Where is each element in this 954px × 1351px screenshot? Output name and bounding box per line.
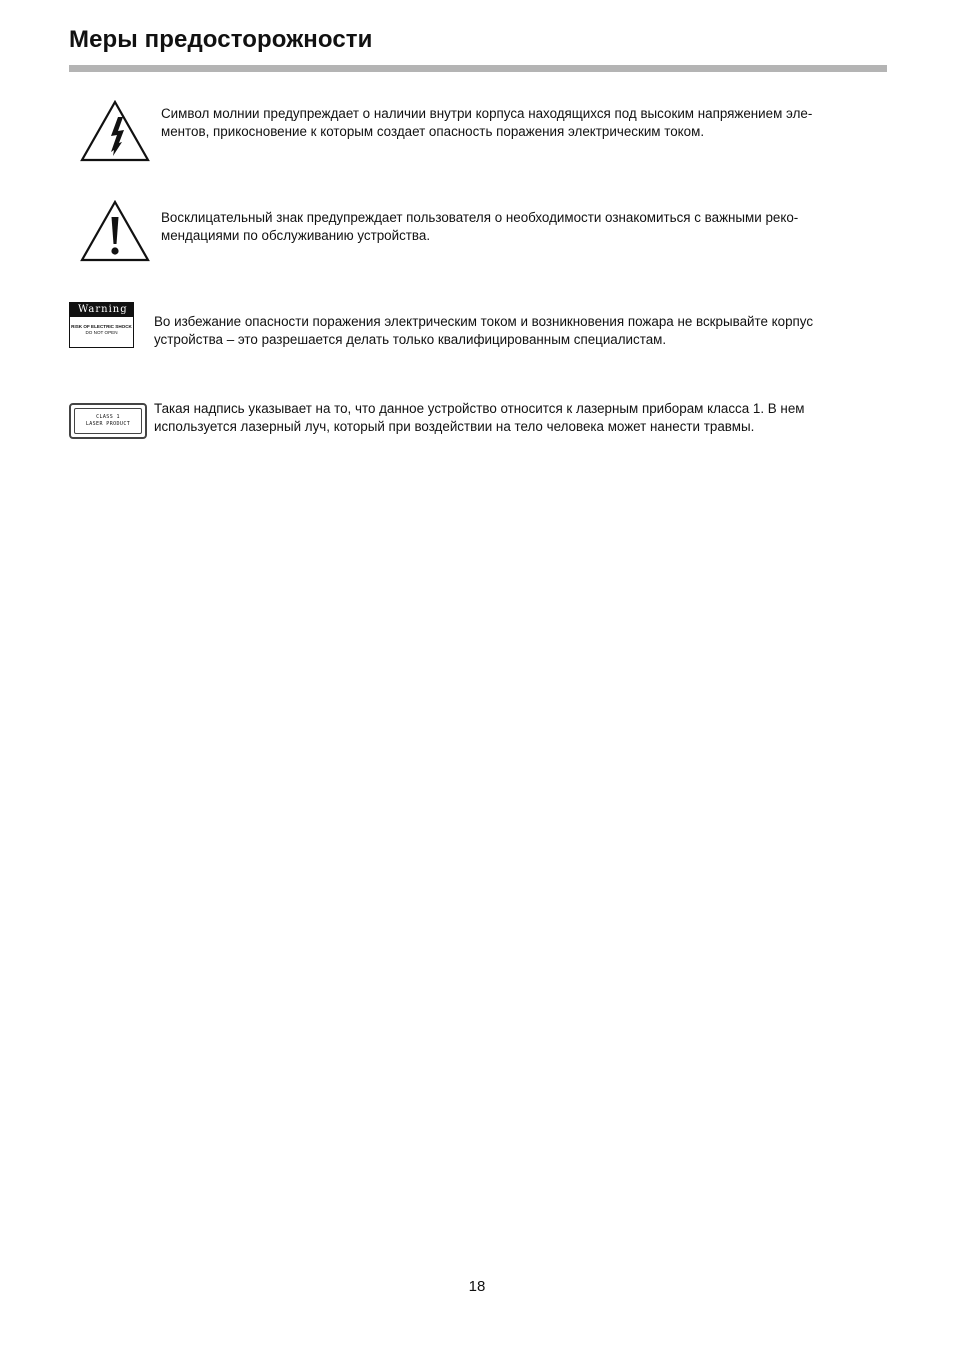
notice-line: используется лазерный луч, который при воздействии на тело человека может нанести травмы.	[154, 419, 755, 434]
page-title: Меры предосторожности	[69, 26, 373, 53]
title-divider	[69, 65, 887, 72]
exclamation-warning-icon	[80, 200, 150, 262]
notice-line: Во избежание опасности поражения электрическим током и возникновения пожара не вскрывайте корпус	[154, 314, 814, 329]
notice-text-warning	[154, 313, 813, 349]
warning-label-line2: DO NOT OPEN	[85, 330, 118, 335]
warning-label-icon	[69, 302, 134, 348]
notice-text-lightning	[161, 105, 812, 141]
notice-line: ментов, прикосновение к которым создает опасность поражения электрическим током.	[161, 124, 705, 139]
notice-line: Символ молнии предупреждает о наличии внутри корпуса находящихся под высоким напряжением эле-	[161, 106, 813, 121]
notice-line: мендациями по обслуживанию устройства.	[161, 228, 431, 243]
laser-class-label-icon	[69, 403, 147, 439]
notice-text-laser	[154, 400, 804, 436]
laser-label-line2: LASER PRODUCT	[85, 421, 131, 427]
page-number: 18	[468, 1278, 486, 1295]
notice-line: Восклицательный знак предупреждает пользователя о необходимости ознакомиться с важными реко-	[161, 210, 799, 225]
lightning-warning-icon	[80, 100, 150, 162]
laser-label-line1: CLASS 1	[96, 414, 120, 420]
notice-text-exclamation	[161, 209, 798, 245]
notice-line: Такая надпись указывает на то, что данное устройство относится к лазерным приборам класса 1. В нем	[154, 401, 805, 416]
warning-label-title: Warning	[70, 303, 133, 317]
notice-line: устройства – это разрешается делать только квалифицированным специалистам.	[154, 332, 667, 347]
warning-label-line1: RISK OF ELECTRIC SHOCK	[71, 324, 132, 329]
